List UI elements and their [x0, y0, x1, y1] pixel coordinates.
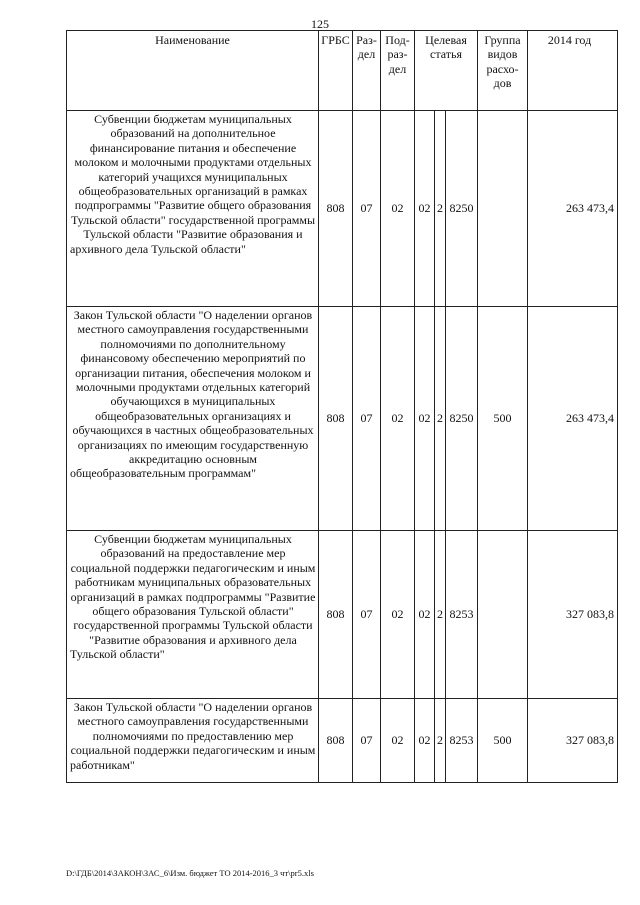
table-row — [67, 531, 618, 699]
row-amount: 263 473,4 — [528, 307, 618, 531]
row-target-subprogram: 2 — [435, 699, 446, 783]
row-amount: 263 473,4 — [528, 111, 618, 307]
row-target-program: 02 — [415, 111, 435, 307]
row-target-code: 8250 — [446, 111, 478, 307]
table-row — [67, 111, 618, 307]
table-row — [67, 307, 618, 531]
header-expense-group: Группа видов расхо- дов — [478, 31, 528, 111]
table-header-row — [67, 31, 618, 111]
row-target-program: 02 — [415, 531, 435, 699]
row-amount: 327 083,8 — [528, 699, 618, 783]
row-name: Закон Тульской области "О наделении органов местного самоуправления государственными полномочиями по предоставлению мер социальной поддержки педагогическим и иным работникам" — [67, 699, 319, 783]
budget-table — [66, 30, 618, 783]
row-razdel: 07 — [353, 111, 381, 307]
header-name: Наименование — [67, 31, 319, 111]
row-grbs: 808 — [319, 531, 353, 699]
row-grbs: 808 — [319, 699, 353, 783]
header-2014: 2014 год — [528, 31, 618, 111]
row-grbs: 808 — [319, 111, 353, 307]
row-target-code: 8253 — [446, 531, 478, 699]
row-target-program: 02 — [415, 699, 435, 783]
row-target-subprogram: 2 — [435, 111, 446, 307]
row-expense-group: 500 — [478, 699, 528, 783]
row-name: Субвенции бюджетам муниципальных образований на предоставление мер социальной поддержки педагогическим и иным работникам муниципальных образовательных организаций в рамках подпрограммы "Развитие общего образования Тульской области" государственной программы Тульской области "Развитие образования и архивного дела Тульской области" — [67, 531, 319, 699]
row-expense-group — [478, 531, 528, 699]
row-podrazdel: 02 — [381, 699, 415, 783]
row-name: Закон Тульской области "О наделении органов местного самоуправления государственными полномочиями по дополнительному финансовому обеспечению мероприятий по организации питания, обеспечения молоком и молочными продуктами отдельных категорий обучающихся в муниципальных общеобразовательных организациях и обучающихся в частных общеобразовательных организациях по имеющим государственную аккредитацию основным общеобразовательным программам" — [67, 307, 319, 531]
table-row — [67, 699, 618, 783]
header-razdel: Раз- дел — [353, 31, 381, 111]
row-target-subprogram: 2 — [435, 307, 446, 531]
row-podrazdel: 02 — [381, 307, 415, 531]
row-expense-group — [478, 111, 528, 307]
row-name: Субвенции бюджетам муниципальных образований на дополнительное финансирование питания и обеспечение молоком и молочными продуктами отдельных категорий учащихся муниципальных общеобразовательных организаций в рамках подпрограммы "Развитие общего образования Тульской области" государственной программы Тульской области "Развитие образования и архивного дела Тульской области" — [67, 111, 319, 307]
row-amount: 327 083,8 — [528, 531, 618, 699]
row-target-code: 8250 — [446, 307, 478, 531]
row-expense-group: 500 — [478, 307, 528, 531]
row-podrazdel: 02 — [381, 111, 415, 307]
row-target-program: 02 — [415, 307, 435, 531]
footer-file-path: D:\ГДБ\2014\ЗАКОН\ЗАС_6\Изм. бюджет ТО 2014-2016_3 чт\pr5.xls — [66, 868, 314, 878]
header-grbs: ГРБС — [319, 31, 353, 111]
row-razdel: 07 — [353, 531, 381, 699]
header-target-article: Целевая статья — [415, 31, 478, 111]
row-target-subprogram: 2 — [435, 531, 446, 699]
header-podrazdel: Под- раз- дел — [381, 31, 415, 111]
row-target-code: 8253 — [446, 699, 478, 783]
row-grbs: 808 — [319, 307, 353, 531]
row-razdel: 07 — [353, 307, 381, 531]
row-podrazdel: 02 — [381, 531, 415, 699]
page-number: 125 — [311, 17, 329, 31]
row-razdel: 07 — [353, 699, 381, 783]
